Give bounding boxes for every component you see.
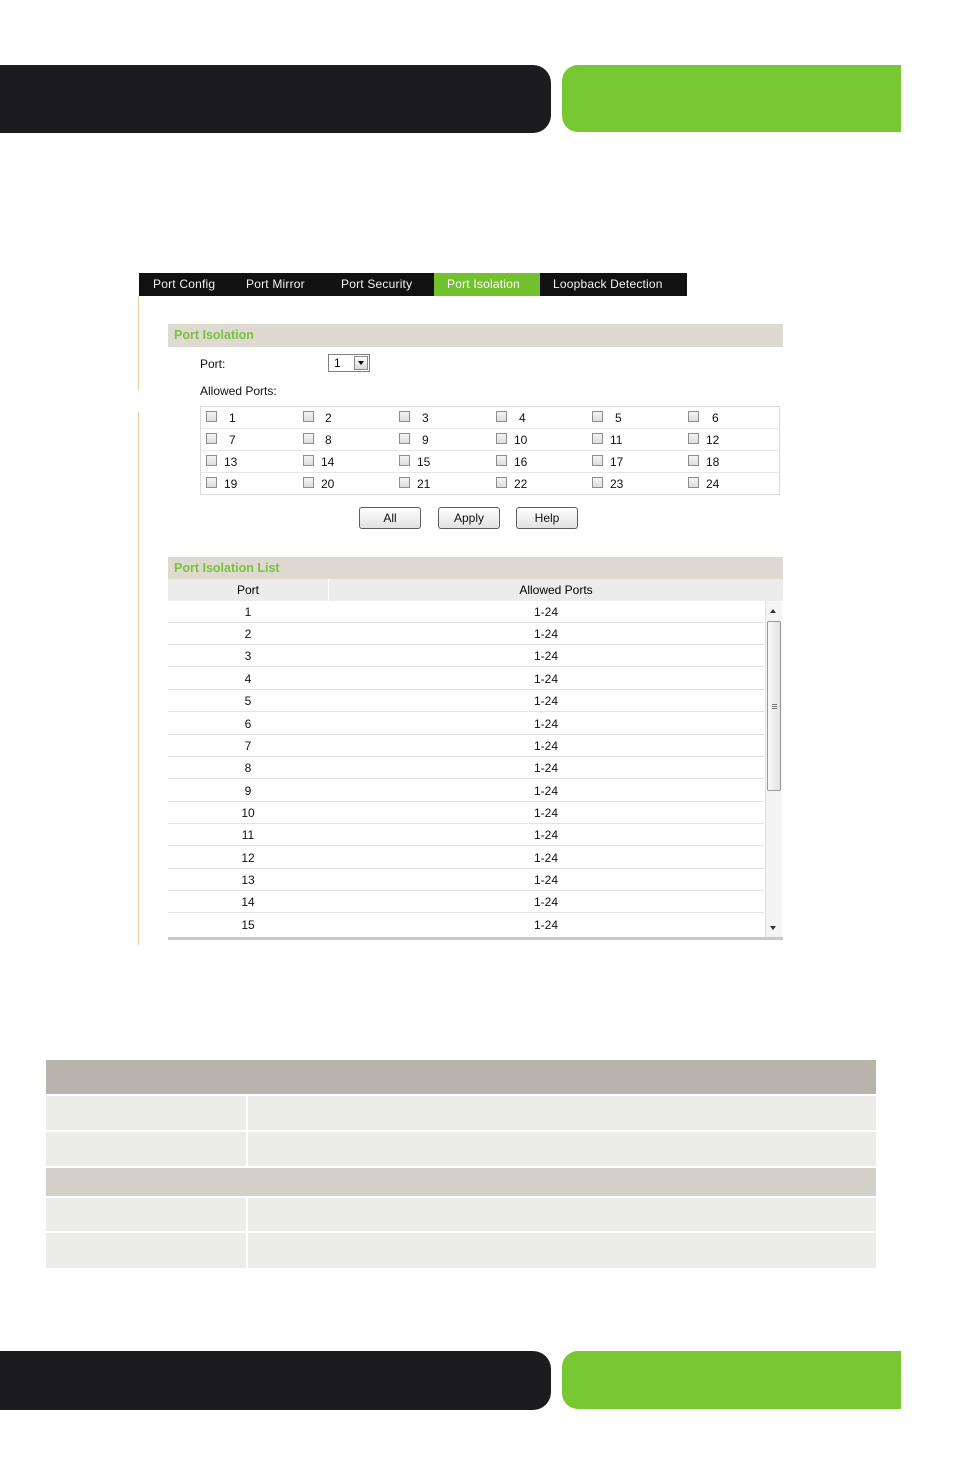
port-number: 20 [321,477,335,491]
ports-row [201,429,779,451]
table-row[interactable] [168,645,764,667]
cell-port: 10 [241,806,255,820]
checkbox-icon[interactable] [399,411,410,422]
port-number: 9 [422,433,429,447]
cell-allowed: 1-24 [533,649,559,663]
tab-label: Port Config [153,277,216,291]
cell-allowed: 1-24 [533,851,559,865]
port-number: 11 [610,433,623,447]
port-number: 16 [514,455,528,469]
port-number: 13 [224,455,238,469]
table-row[interactable] [168,757,764,779]
table-row[interactable] [168,847,764,869]
column-header-port: Port [236,583,259,597]
footer-dark-band [0,1351,551,1410]
cell-port: 12 [241,851,255,865]
tab-label: Port Security [341,277,413,291]
tab-loopback-detection[interactable] [540,273,687,296]
ports-row [201,407,779,429]
doc-table-cell [46,1132,246,1166]
checkbox-icon[interactable] [206,477,217,488]
section-header-isolation-list [168,557,783,580]
arrow-down-icon[interactable] [770,926,776,930]
isolation-list-body [168,601,764,937]
cell-allowed: 1-24 [533,918,559,932]
cell-allowed: 1-24 [533,784,559,798]
table-row[interactable] [168,601,764,623]
table-row[interactable] [168,713,764,735]
cell-port: 1 [244,605,252,619]
doc-table-row [46,1233,876,1268]
cell-allowed: 1-24 [533,873,559,887]
frame-line [138,412,139,945]
checkbox-icon[interactable] [206,455,217,466]
checkbox-icon[interactable] [399,477,410,488]
apply-button[interactable]: Apply [438,507,500,529]
cell-port: 11 [241,828,255,842]
help-button[interactable]: Help [516,507,578,529]
port-number: 10 [514,433,528,447]
cell-port: 8 [244,761,252,775]
checkbox-icon[interactable] [399,455,410,466]
tab-label: Loopback Detection [553,277,663,291]
port-number: 4 [519,411,526,425]
checkbox-icon[interactable] [592,477,603,488]
cell-allowed: 1-24 [533,761,559,775]
table-row[interactable] [168,914,764,936]
doc-table-cell [248,1233,876,1268]
table-row[interactable] [168,891,764,913]
frame-line [138,296,139,390]
doc-table-cell [46,1096,246,1130]
cell-port: 2 [244,627,252,641]
table-row[interactable] [168,668,764,690]
cell-port: 7 [244,739,252,753]
list-scrollbar[interactable] [765,601,782,937]
checkbox-icon[interactable] [592,433,603,444]
doc-table-header [46,1060,876,1094]
port-number: 1 [229,411,236,425]
port-label: Port: [200,357,226,371]
port-number: 22 [514,477,528,491]
cell-allowed: 1-24 [533,605,559,619]
cell-port: 13 [241,873,255,887]
table-row[interactable] [168,735,764,757]
checkbox-icon[interactable] [496,433,507,444]
port-number: 15 [417,455,431,469]
table-row[interactable] [168,824,764,846]
section-title: Port Isolation List [174,561,280,575]
cell-allowed: 1-24 [533,694,559,708]
checkbox-icon[interactable] [688,455,699,466]
header-green-band [562,65,901,132]
port-number: 2 [325,411,332,425]
doc-table-cell [248,1132,876,1166]
port-number: 24 [706,477,720,491]
checkbox-icon[interactable] [303,477,314,488]
port-number: 21 [417,477,431,491]
arrow-up-icon[interactable] [770,609,776,613]
doc-table-row [46,1198,876,1231]
doc-table-row [46,1132,876,1166]
footer-green-band [562,1351,901,1409]
cell-allowed: 1-24 [533,895,559,909]
table-row[interactable] [168,690,764,712]
header-dark-band [0,65,551,133]
checkbox-icon[interactable] [303,411,314,422]
scrollbar-thumb[interactable] [767,621,781,791]
grip-icon [772,704,777,705]
checkbox-icon[interactable] [688,477,699,488]
tab-port-mirror[interactable] [234,273,329,296]
cell-allowed: 1-24 [533,739,559,753]
port-number: 8 [325,433,332,447]
allowed-ports-grid [200,406,780,495]
checkbox-icon[interactable] [206,433,217,444]
tab-bar [139,273,687,296]
table-row[interactable] [168,869,764,891]
ports-row [201,473,779,495]
table-row[interactable] [168,780,764,802]
all-button[interactable]: All [359,507,421,529]
cell-port: 15 [241,918,255,932]
checkbox-icon[interactable] [496,411,507,422]
port-number: 23 [610,477,624,491]
doc-table-subheader [46,1168,876,1196]
section-title: Port Isolation [174,328,254,342]
doc-table-cell [46,1198,246,1231]
port-number: 14 [321,455,335,469]
section-header-port-isolation [168,324,783,347]
table-row[interactable] [168,802,764,824]
cell-port: 3 [244,649,252,663]
port-number: 7 [229,433,236,447]
port-number: 18 [706,455,720,469]
checkbox-icon[interactable] [688,433,699,444]
checkbox-icon[interactable] [592,411,603,422]
tab-label: Port Mirror [246,277,305,291]
port-select[interactable] [328,354,370,372]
port-number: 6 [712,411,719,425]
doc-table-cell [248,1096,876,1130]
cell-allowed: 1-24 [533,806,559,820]
checkbox-icon[interactable] [592,455,603,466]
cell-port: 9 [244,784,252,798]
checkbox-icon[interactable] [303,455,314,466]
tab-port-isolation[interactable] [434,273,540,296]
cell-allowed: 1-24 [533,717,559,731]
column-header-allowed-ports: Allowed Ports [519,583,593,597]
table-row[interactable] [168,623,764,645]
chevron-down-icon[interactable] [354,356,368,370]
port-number: 12 [706,433,720,447]
cell-allowed: 1-24 [533,672,559,686]
port-number: 3 [422,411,429,425]
port-number: 19 [224,477,238,491]
checkbox-icon[interactable] [496,477,507,488]
cell-port: 14 [241,895,255,909]
checkbox-icon[interactable] [496,455,507,466]
doc-table-cell [46,1233,246,1268]
checkbox-icon[interactable] [206,411,217,422]
tab-port-security[interactable] [329,273,434,296]
list-header [168,579,783,601]
cell-allowed: 1-24 [533,828,559,842]
allowed-ports-label: Allowed Ports: [200,384,277,398]
cell-allowed: 1-24 [533,627,559,641]
tab-port-config[interactable] [139,273,234,296]
list-bottom-border [168,937,783,940]
doc-table-cell [248,1198,876,1231]
ports-row [201,451,779,473]
checkbox-icon[interactable] [399,433,410,444]
doc-table-row [46,1096,876,1130]
tab-label: Port Isolation [447,277,520,291]
cell-port: 4 [244,672,252,686]
port-select-value: 1 [334,356,341,370]
checkbox-icon[interactable] [303,433,314,444]
cell-port: 6 [244,717,252,731]
checkbox-icon[interactable] [688,411,699,422]
port-number: 17 [610,455,624,469]
port-number: 5 [615,411,622,425]
cell-port: 5 [244,694,252,708]
